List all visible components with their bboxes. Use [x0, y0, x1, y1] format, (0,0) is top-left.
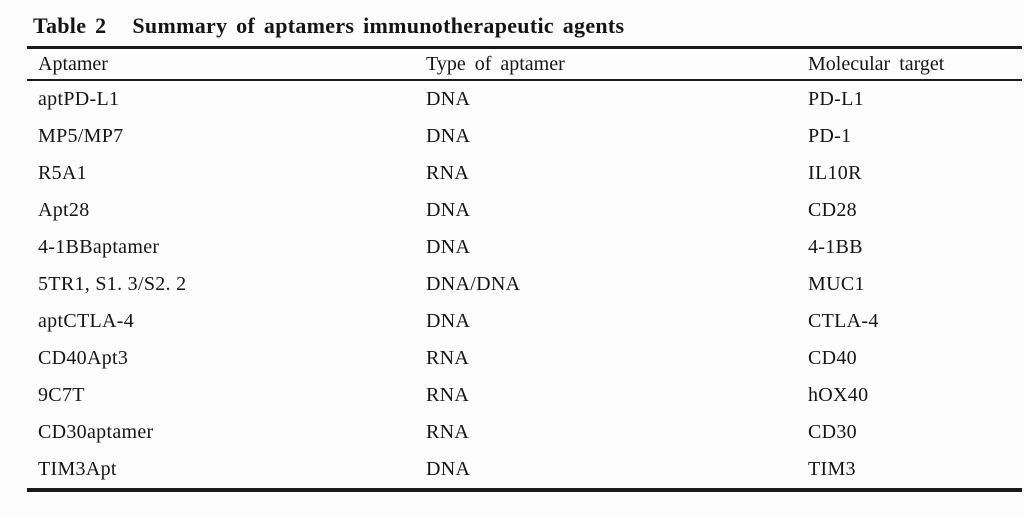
cell-aptamer: 4-1BBaptamer [38, 236, 160, 258]
table-top-rule [27, 46, 1022, 49]
cell-aptamer: CD40Apt3 [38, 347, 129, 369]
cell-molecular-target: CD40 [808, 347, 857, 369]
table-row [27, 340, 1022, 377]
cell-type-of-aptamer: DNA/DNA [426, 273, 521, 295]
table-row [27, 414, 1022, 451]
cell-type-of-aptamer: DNA [426, 310, 471, 332]
column-header-aptamer: Aptamer [38, 53, 108, 75]
cell-molecular-target: CD30 [808, 421, 857, 443]
table-bottom-rule [27, 488, 1022, 492]
table-row [27, 303, 1022, 340]
cell-molecular-target: CD28 [808, 199, 857, 221]
cell-aptamer: R5A1 [38, 162, 87, 184]
cell-aptamer: Apt28 [38, 199, 90, 221]
cell-type-of-aptamer: DNA [426, 236, 471, 258]
table-row [27, 377, 1022, 414]
cell-type-of-aptamer: DNA [426, 458, 471, 480]
table-caption [33, 13, 624, 39]
cell-molecular-target: IL10R [808, 162, 862, 184]
table-row [27, 229, 1022, 266]
column-header-molecular-target: Molecular target [808, 53, 945, 75]
table-row [27, 118, 1022, 155]
cell-molecular-target: TIM3 [808, 458, 856, 480]
cell-type-of-aptamer: RNA [426, 384, 470, 406]
table-row [27, 451, 1022, 488]
cell-molecular-target: PD-L1 [808, 88, 864, 110]
cell-aptamer: 9C7T [38, 384, 85, 406]
cell-molecular-target: hOX40 [808, 384, 869, 406]
cell-aptamer: CD30aptamer [38, 421, 154, 443]
cell-aptamer: MP5/MP7 [38, 125, 124, 147]
cell-type-of-aptamer: DNA [426, 88, 471, 110]
cell-molecular-target: MUC1 [808, 273, 865, 295]
column-header-type-of-aptamer: Type of aptamer [426, 53, 565, 75]
table-row [27, 81, 1022, 118]
table-caption-text: Summary of aptamers immunotherapeutic agents [132, 13, 625, 38]
cell-type-of-aptamer: DNA [426, 199, 471, 221]
table-body [27, 81, 1022, 488]
cell-aptamer: 5TR1, S1. 3/S2. 2 [38, 273, 187, 295]
table-row [27, 192, 1022, 229]
cell-aptamer: TIM3Apt [38, 458, 117, 480]
cell-molecular-target: 4-1BB [808, 236, 863, 258]
cell-aptamer: aptCTLA-4 [38, 310, 135, 332]
cell-molecular-target: PD-1 [808, 125, 852, 147]
cell-type-of-aptamer: DNA [426, 125, 471, 147]
cell-type-of-aptamer: RNA [426, 162, 470, 184]
cell-type-of-aptamer: RNA [426, 421, 470, 443]
table-number-label: Table 2 [33, 13, 107, 38]
table-row [27, 266, 1022, 303]
table-row [27, 155, 1022, 192]
cell-type-of-aptamer: RNA [426, 347, 470, 369]
table-header-row [27, 50, 1022, 79]
cell-aptamer: aptPD-L1 [38, 88, 120, 110]
cell-molecular-target: CTLA-4 [808, 310, 879, 332]
